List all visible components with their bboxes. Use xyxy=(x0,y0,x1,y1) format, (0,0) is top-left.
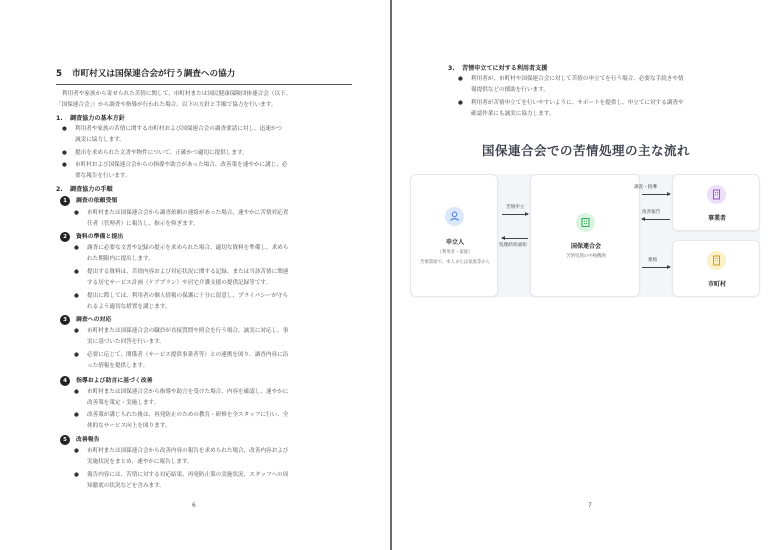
provider-card xyxy=(672,174,760,231)
kokuho-card xyxy=(530,174,640,297)
list-item: ● 市町村および国保連合会からの指導や助言があった場合、改善策を速やかに講じ、必 要な報告を行います。 xyxy=(62,162,288,179)
list-item: ● 市町村または国保連合会から調査依頼の連絡があった場合、速やかに苦情対応責 任者（管理者）に報告し、指示を仰ぎます。 xyxy=(74,210,289,227)
list-item: ● 利用者が苦情申立てを行いやすいように、サポートを提供し、申立てに対する調査や 確認作業にも誠実に協力します。 xyxy=(458,100,684,117)
page-number: 7 xyxy=(588,502,592,509)
complainant-card xyxy=(410,174,498,297)
heading-procedure: 2. 調査協力の手順 xyxy=(56,186,113,193)
heading-user-support: 3. 苦情申立てに対する利用者支援 xyxy=(448,65,548,72)
provider-name: 事業者 xyxy=(707,215,726,222)
label-investigation: 調査・指導 xyxy=(634,185,657,190)
arrow-right xyxy=(642,194,670,195)
label-result: 処理結果通知 xyxy=(499,243,527,248)
complainant-note: 苦情書面で、本人または家族等から xyxy=(419,260,491,265)
right-page xyxy=(392,0,780,550)
arrow-right xyxy=(642,267,670,268)
list-item: ● 提出する資料は、苦情内容および対応状況に関する記録、または当該苦情に関連 する居宅サービス計画（ケアプラン）や居宅介護支援の提供記録等です。 xyxy=(74,269,289,286)
building-icon xyxy=(576,213,595,232)
list-item: ● 調査に必要な文書や記録の提示を求められた場合、適切な資料を準備し、求めら れた期限内に提出します。 xyxy=(74,245,289,262)
heading-basic-policy: 1. 調査協力の基本方針 xyxy=(56,115,125,122)
label-improvement: 改善報告 xyxy=(642,210,661,215)
list-item: ● 利用者や家族の苦情に関する市町村および国保連合会の調査要請に対し、迅速かつ 誠実に協力します。 xyxy=(62,126,282,143)
step-heading: 2 資料の準備と提出 xyxy=(60,231,123,242)
list-item: ● 提出に際しては、利用者の個人情報の保護に十分に留意し、プライバシーが守ら れるよう適切な措置を講じます。 xyxy=(74,293,289,310)
section-title: 5 市町村又は国保連合会が行う調査への協力 xyxy=(56,67,352,85)
kokuho-name: 国保連合会 xyxy=(570,243,601,250)
page-number: 6 xyxy=(192,502,196,509)
list-item: ● 必要に応じて、関係者（サービス提供事業者等）との連携を図り、調査内容に沿 った情報を提供します。 xyxy=(74,352,289,369)
complainant-role: （利用者・家族） xyxy=(437,250,473,255)
step-heading: 1 調査の依頼受領 xyxy=(60,195,117,206)
office-building-icon xyxy=(707,185,726,204)
arrow-left xyxy=(642,219,670,220)
step-heading: 5 改善報告 xyxy=(60,434,100,445)
label-complaint: 苦情申立 xyxy=(506,205,525,210)
list-item: ● 利用者が、市町村や国保連合会に対して苦情の申立てを行う場合、必要な手続きや情 報提供などの援助を行います。 xyxy=(458,76,684,93)
label-liaison: 連絡 xyxy=(648,258,658,263)
list-item: ● 市町村または国保連合会の職員が直接質問や照会を行う場合、誠実に対応し、事 実に基づいた回答を行います。 xyxy=(74,328,289,345)
list-item: ● 改善策が講じられた後は、再発防止のための教育・研修を全スタッフに行い、全 体的なサービス向上を図ります。 xyxy=(74,412,289,429)
arrow-right xyxy=(502,214,528,215)
municipality-card xyxy=(672,240,760,297)
arrow-left xyxy=(502,238,528,239)
city-hall-icon xyxy=(707,251,726,270)
list-item: ● 報告内容には、苦情に対する対応結果、再発防止策の実施状況、スタッフへの周 知徹底の状況などを含みます。 xyxy=(74,472,289,489)
flow-diagram xyxy=(410,174,760,297)
list-item: ● 市町村または国保連合会から指導や助言を受けた場合、内容を確認し、速やかに 改善策を策定・実施します。 xyxy=(74,389,289,406)
person-icon xyxy=(445,207,464,226)
step-heading: 3 調査への対応 xyxy=(60,314,111,325)
kokuho-role: 苦情処理の中核機関 xyxy=(566,254,606,259)
complainant-name: 申立人 xyxy=(445,239,464,246)
list-item: ● 提出を求められた文書や物件について、正確かつ適切に提供します。 xyxy=(62,150,248,156)
list-item: ● 市町村または国保連合会から改善内容の報告を求められた場合、改善内容および 実施状況をまとめ、速やかに報告します。 xyxy=(74,448,289,465)
step-heading: 4 指導および助言に基づく改善 xyxy=(60,375,153,386)
intro-paragraph: 利用者や家族から寄せられた苦情に関して、市町村または国民健康保険団体連合会（以下、 「国保連合会」）から調査や指導が行われた場合、以下の方針と手順で協力を行います。 xyxy=(56,91,292,108)
municipality-name: 市町村 xyxy=(707,281,726,288)
flow-diagram-title: 国保連合会での苦情処理の主な流れ xyxy=(481,143,690,158)
